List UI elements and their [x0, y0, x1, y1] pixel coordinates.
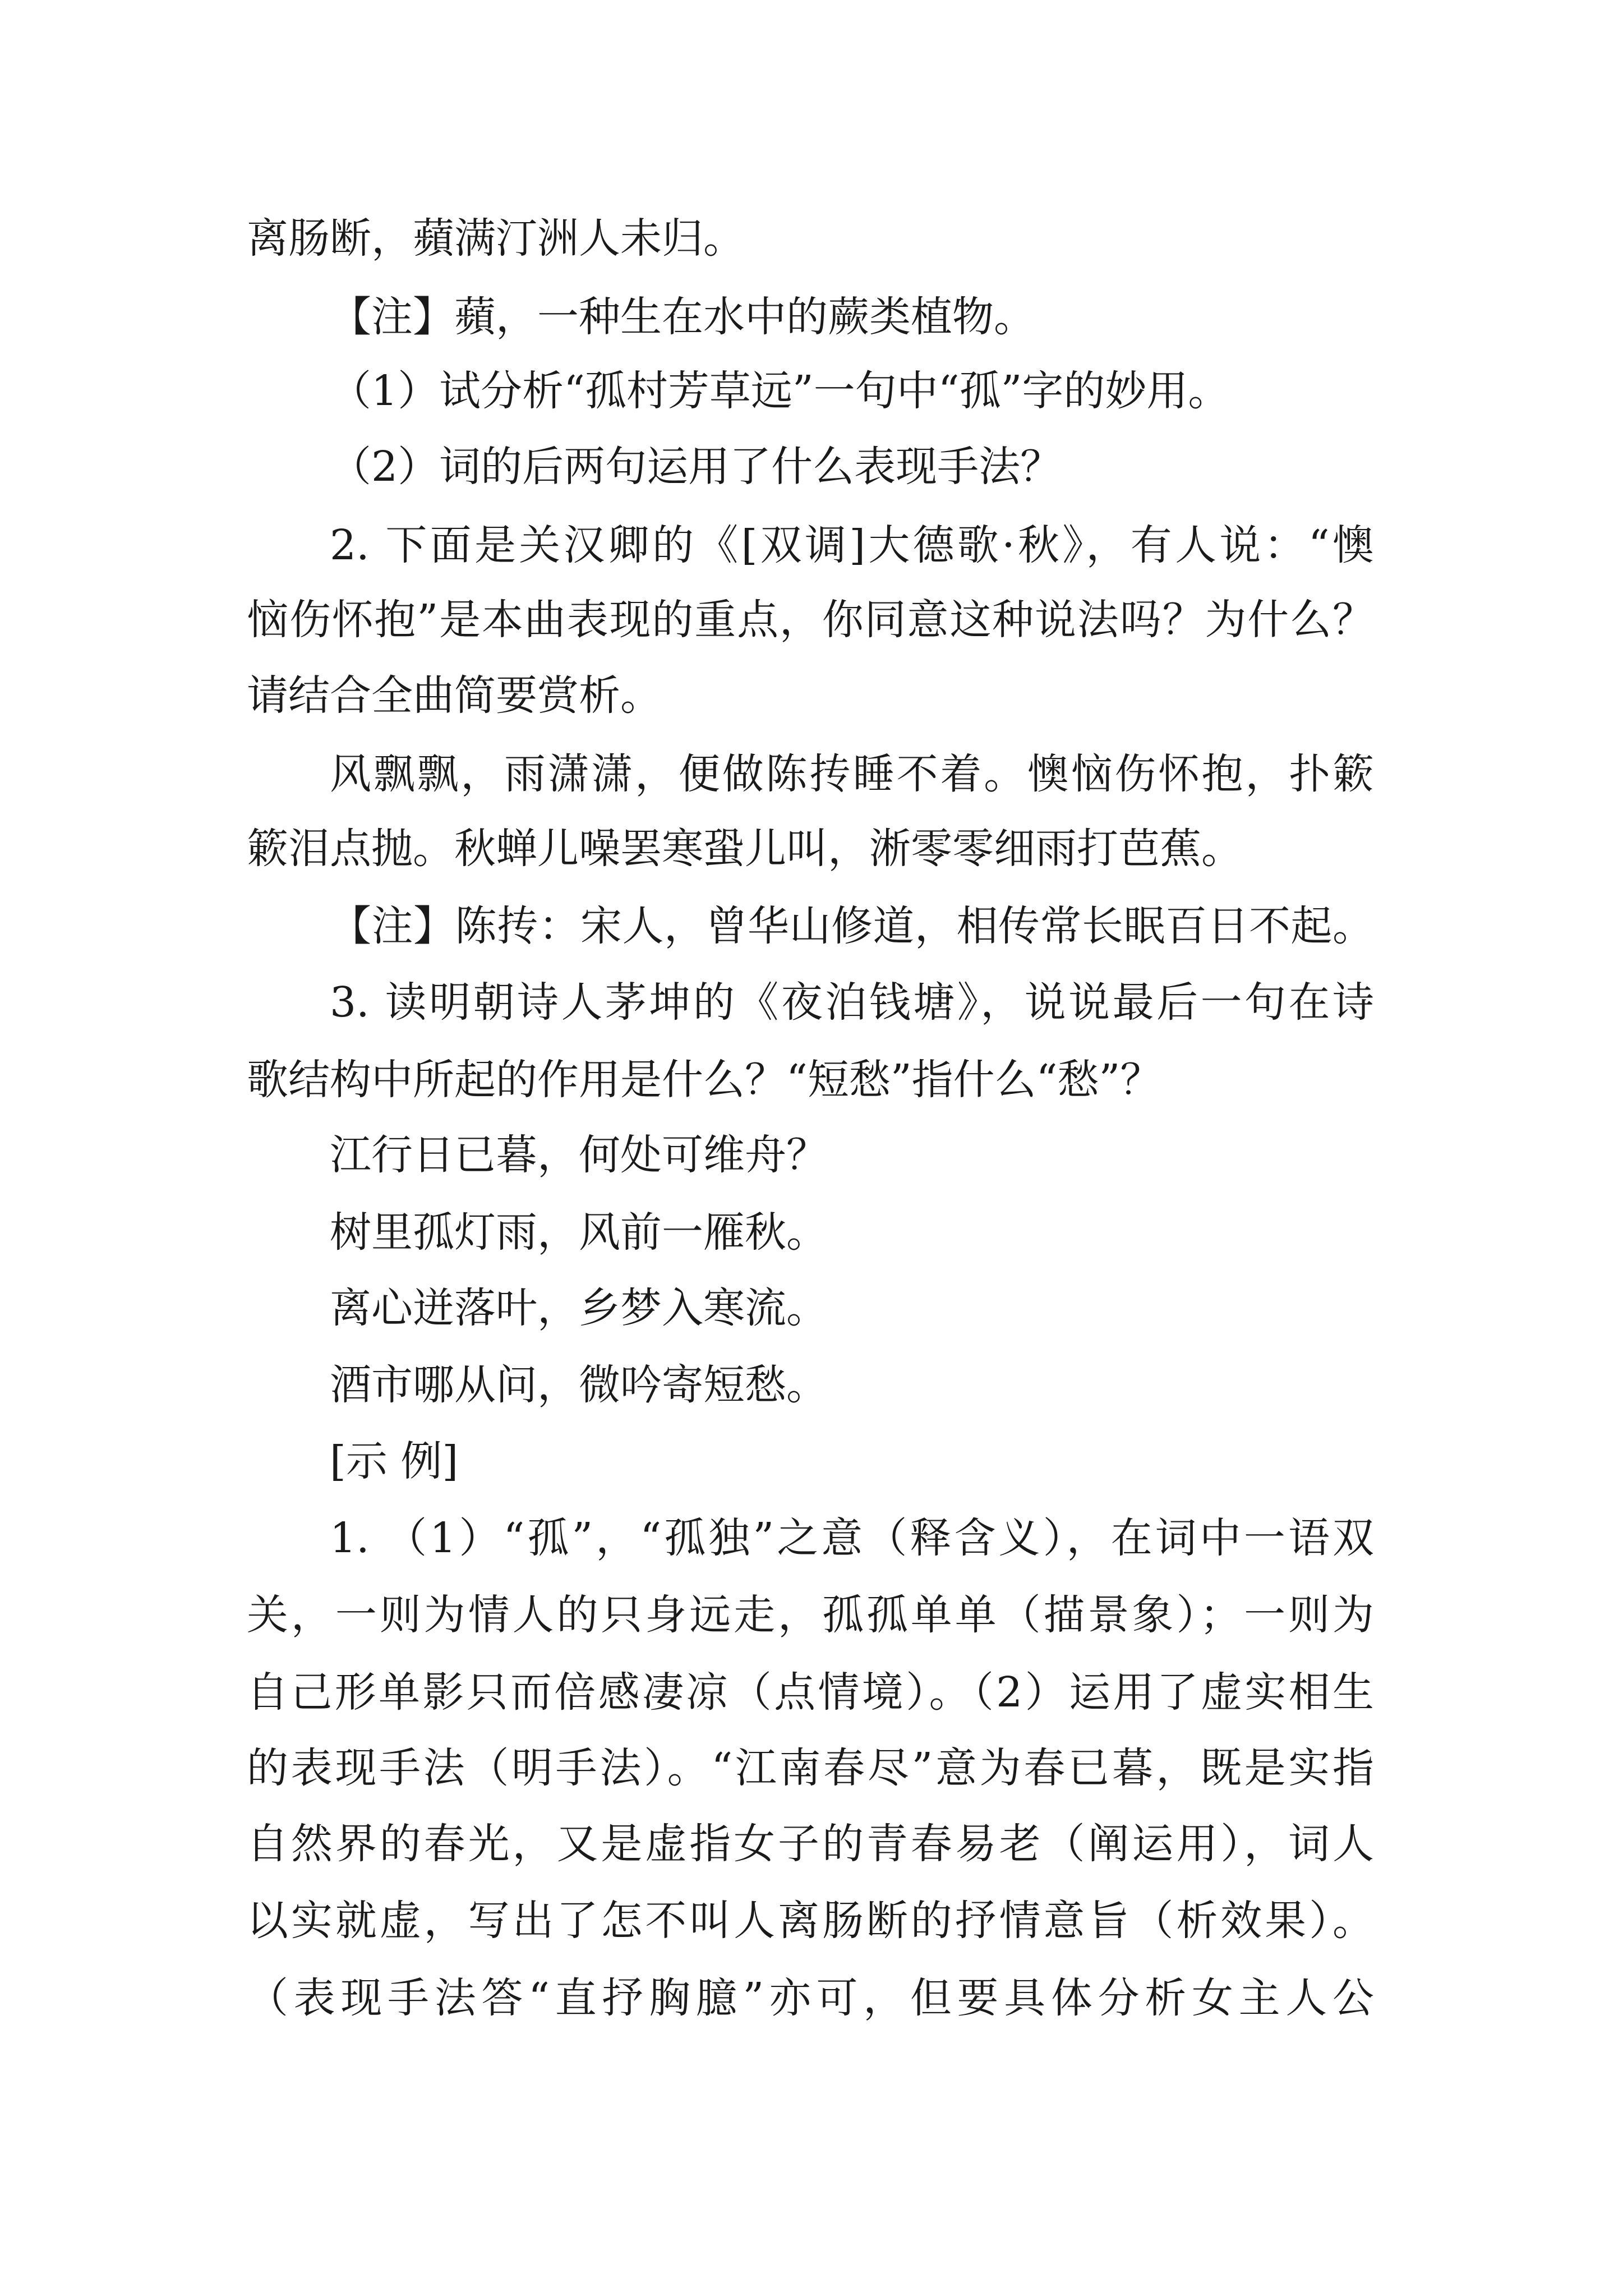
question-3-line-1: 3. 读明朝诗人茅坤的《夜泊钱塘》，说说最后一句在诗 — [330, 978, 1374, 1027]
answer-line: 自然界的春光，又是虚指女子的青春易老（阐运用），词人 — [247, 1820, 1374, 1868]
answer-line: 以实就虚，写出了怎不叫人离肠断的抒情意旨（析效果）。 — [247, 1897, 1374, 1945]
poem-line: 江行日已暮，何处可维舟？ — [330, 1131, 828, 1179]
poem-line: 离心迸落叶，乡梦入寒流。 — [330, 1284, 828, 1332]
answer-line: 自己形单影只而倍感凄凉（点情境）。（2）运用了虚实相生 — [247, 1668, 1374, 1717]
song-text-line-1: 风飘飘，雨潇潇，便做陈抟睡不着。懊恼伤怀抱，扑簌 — [330, 750, 1374, 798]
note-text: 【注】陈抟：宋人，曾华山修道，相传常长眠百日不起。 — [330, 902, 1374, 950]
poem-line: 树里孤灯雨，风前一雁秋。 — [330, 1208, 828, 1257]
note-text: 【注】蘋，一种生在水中的蕨类植物。 — [330, 293, 1035, 341]
question-1-part-2: （2）词的后两句运用了什么表现手法？ — [330, 443, 1062, 491]
answer-line: （表现手法答“直抒胸臆”亦可，但要具体分析女主人公 — [247, 1974, 1374, 2022]
song-text-line-2: 簌泪点抛。秋蝉儿噪罢寒蛩儿叫，淅零零细雨打芭蕉。 — [247, 825, 1243, 873]
question-2-line-2: 恼伤怀抱”是本曲表现的重点，你同意这种说法吗？为什么？ — [247, 596, 1374, 644]
question-3-line-2: 歌结构中所起的作用是什么？“短愁”指什么“愁”？ — [247, 1056, 1162, 1104]
question-1-part-1: （1）试分析“孤村芳草远”一句中“孤”字的妙用。 — [330, 367, 1230, 415]
answer-line: 的表现手法（明手法）。“江南春尽”意为春已暮，既是实指 — [247, 1744, 1374, 1792]
question-2-line-1: 2. 下面是关汉卿的《[双调]大德歌·秋》，有人说：“懊 — [330, 521, 1374, 569]
question-2-line-3: 请结合全曲简要赏析。 — [247, 671, 662, 720]
poem-text-line: 离肠断，蘋满汀洲人未归。 — [247, 214, 745, 263]
answer-line: 1. （1）“孤”，“孤独”之意（释含义），在词中一语双 — [330, 1514, 1374, 1562]
poem-line: 酒市哪从问，微吟寄短愁。 — [330, 1361, 828, 1409]
example-heading: [示 例] — [330, 1437, 459, 1485]
answer-line: 关，一则为情人的只身远走，孤孤单单（描景象）；一则为 — [247, 1591, 1374, 1639]
